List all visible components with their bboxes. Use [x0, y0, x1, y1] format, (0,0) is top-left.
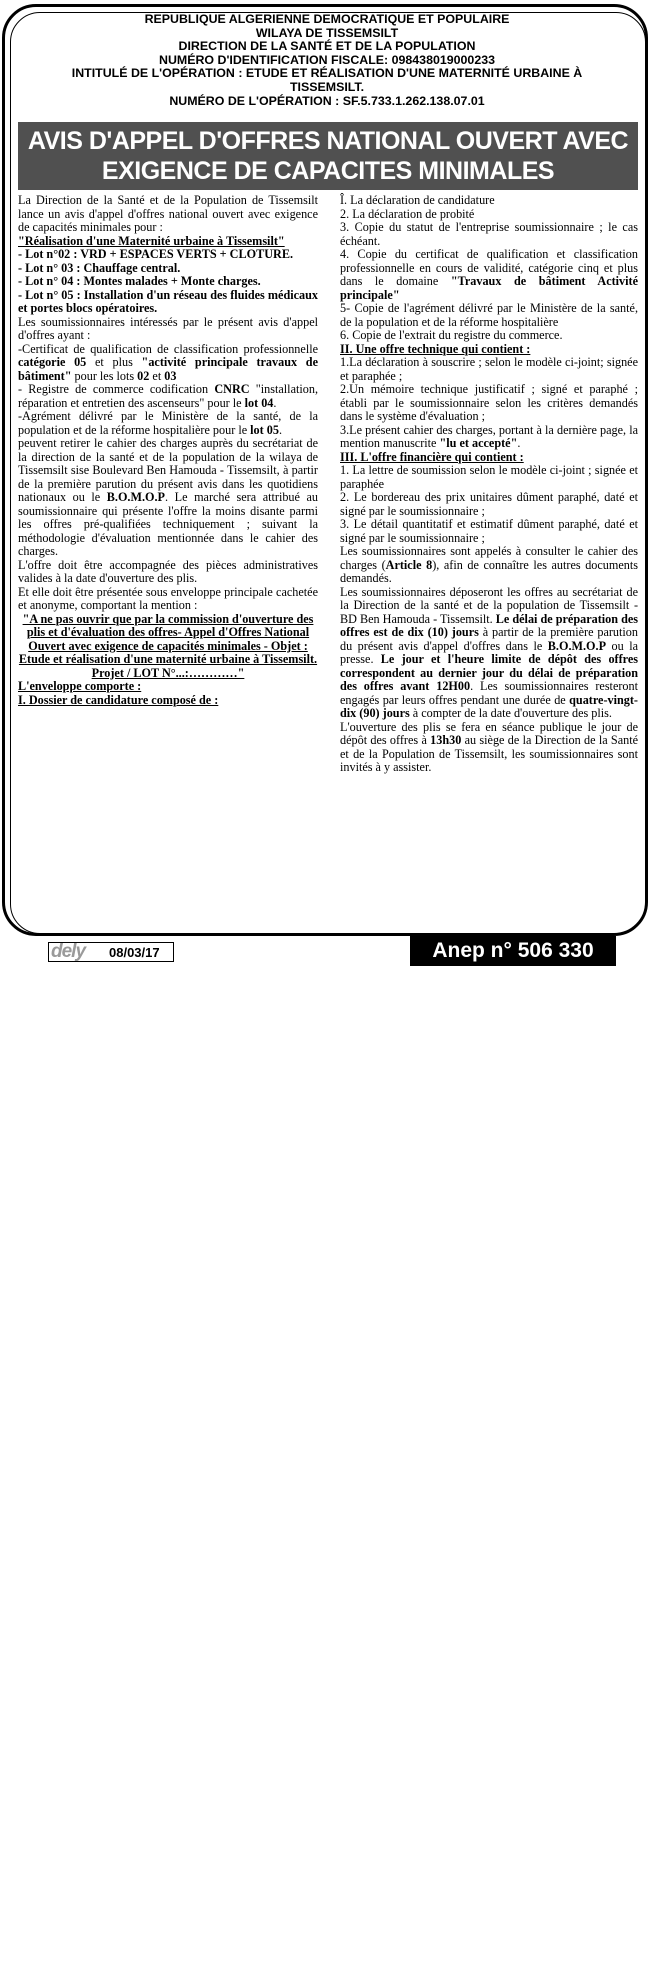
- text: lot 04: [244, 395, 274, 410]
- candidacy-file-heading: I. Dossier de candidature composé de :: [18, 692, 219, 707]
- text: L'ouverture des plis se fera en séance publique le jour de dépôt des offres à: [340, 719, 638, 747]
- text: "Travaux de bâtiment Activité principale": [340, 274, 638, 302]
- notice-title-line-1: AVIS D'APPEL D'OFFRES NATIONAL OUVERT AVEC: [27, 127, 629, 155]
- text: pour les lots: [71, 368, 138, 383]
- text: au siège de la Direction de la Santé et de la Population de Tissemsilt, les soumissionnaires sont invités à y assister.: [340, 733, 638, 774]
- header-line-direction: DIRECTION DE LA SANTÉ ET DE LA POPULATION: [178, 39, 476, 54]
- text: ou la presse.: [340, 638, 639, 666]
- publisher-logo: dely: [51, 941, 86, 962]
- documents-paragraph: L'offre doit être accompagnée des pièces administratives valides à la date d'ouverture des plis.: [18, 557, 318, 585]
- lot-05-label: - Lot n° 05 :: [18, 287, 84, 302]
- requirement-register: [18, 383, 318, 410]
- candidacy-item-4: [340, 248, 638, 302]
- financial-offer-heading: III. L'offre financière qui contient :: [340, 449, 524, 464]
- text: 03: [164, 368, 177, 383]
- financial-item-1: 1. La lettre de soumission selon le modèle ci-joint ; signée et paraphée: [340, 463, 638, 491]
- publication-date: 08/03/17: [109, 945, 160, 960]
- text: ), afin de connaître les autres documents demandés.: [340, 557, 638, 585]
- text: lot 05: [250, 422, 279, 437]
- text: à partir de la première parution du présent avis d'appel d'offres dans le: [340, 625, 638, 653]
- text: .: [273, 395, 277, 410]
- text: 3.Le présent cahier des charges, portant à la dernière page, la mention manuscrite: [340, 422, 638, 450]
- text: peuvent retirer le cahier des charges auprès du secrétariat de la direction de la santé et de la population de la wilaya de Tissemsilt sise Boulevard Ben Hamouda - Tissemsilt, à partir de la première parution du présent avis dans les quotidiens nationaux ou le: [18, 436, 318, 504]
- text: "lu et accepté": [439, 436, 518, 450]
- technical-offer-heading: II. Une offre technique qui contient :: [340, 341, 531, 356]
- tender-notice: [2, 4, 654, 964]
- text: B.O.M.O.P: [547, 638, 607, 653]
- candidacy-item-2: 2. La déclaration de probité: [340, 206, 475, 221]
- text: - Registre de commerce codification: [18, 382, 215, 396]
- text: quatre-vingt-dix (90) jours: [340, 692, 638, 720]
- text: "installation, réparation et entretien des ascenseurs" pour le: [18, 382, 318, 410]
- text: . Le marché sera attribué au soumissionnaire qui présente l'offre la moins disante parmi les offres pré-qualifiées techniquement ; suivant la méthodologie d'évaluation mentionnée dans le cahier des charges.: [18, 490, 319, 558]
- candidacy-item-1: Î. La déclaration de candidature: [340, 193, 495, 207]
- notice-title-line-2: EXIGENCE DE CAPACITES MINIMALES: [101, 157, 555, 185]
- envelope-paragraph: Et elle doit être présentée sous enveloppe principale cachetée et anonyme, comportant la mention :: [18, 584, 318, 612]
- header-line-operation-title: INTITULÉ DE L'OPÉRATION : ETUDE ET RÉALISATION D'UNE MATERNITÉ URBAINE À TISSEMSILT.: [71, 66, 583, 94]
- requirement-agrement: [18, 410, 318, 437]
- left-column: [18, 194, 318, 707]
- consult-paragraph: [340, 545, 638, 586]
- text: Les soumissionnaires sont appelés à consulter le cahier des charges (: [340, 544, 638, 572]
- candidacy-item-5: 5- Copie de l'agrément délivré par le Ministère de la santé, de la population et de la réforme hospitalière: [340, 301, 638, 329]
- candidacy-item-6: 6. Copie de l'extrait du registre du commerce.: [340, 328, 563, 342]
- intro-paragraph: La Direction de la Santé et de la Population de Tissemsilt lance un avis d'appel d'offres national ouvert avec exigence de capacités minimales pour :: [18, 193, 318, 234]
- technical-item-3: [340, 424, 638, 451]
- notice-header: [42, 13, 612, 108]
- envelope-contents-heading: L'enveloppe comporte :: [18, 679, 142, 693]
- envelope-mention: "A ne pas ouvrir que par la commission d'ouverture des plis et d'évaluation des offres- Appel d'Offres National Ouvert avec exigence de capacités minimales - Objet : Etude et réalisation d'une maternité urbaine à Tissemsilt. Projet / LOT N°...:…………": [18, 611, 318, 680]
- financial-item-3: 3. Le détail quantitatif et estimatif dûment paraphé, daté et signé par le soumissionnaire ;: [340, 517, 638, 545]
- text: Article 8: [385, 557, 433, 572]
- requirement-certificate: [18, 343, 318, 384]
- anep-reference: Anep n° 506 330: [410, 936, 616, 966]
- withdrawal-paragraph: [18, 437, 318, 559]
- text: 13h30: [430, 733, 462, 747]
- text: -Agrément délivré par le Ministère de la santé, de la population et de la réforme hospitalière pour le: [18, 409, 318, 437]
- text: "activité principale travaux de bâtiment": [18, 355, 318, 383]
- text: Le jour et l'heure limite de dépôt des offres correspondent au dernier jour du délai de préparation des offres avant 12H00: [340, 652, 638, 693]
- technical-item-1: 1.La déclaration à souscrire ; selon le modèle ci-joint; signée et paraphée ;: [340, 355, 638, 383]
- text: .: [517, 436, 521, 450]
- text: .: [278, 422, 282, 437]
- text: 4. Copie du certificat de qualification et classification professionnelle en cours de validité, catégorie cinq et plus dans le domaine: [340, 247, 638, 288]
- text: et: [149, 368, 165, 383]
- opening-paragraph: [340, 721, 638, 775]
- project-name: "Réalisation d'une Maternité urbaine à Tissemsilt": [18, 233, 285, 248]
- candidacy-item-3: 3. Copie du statut de l'entreprise soumissionnaire ; le cas échéant.: [340, 220, 638, 248]
- text: catégorie 05: [18, 355, 87, 369]
- lot-04-desc: Montes malades + Monte charges.: [83, 274, 261, 288]
- technical-item-2: 2.Un mémoire technique justificatif ; signé et paraphé ; établi par le soumissionnaire selon les critères demandés dans le système d'évaluation ;: [340, 382, 638, 423]
- notice-title: [18, 126, 638, 186]
- text: à compter de la date d'ouverture des plis.: [409, 706, 612, 720]
- lot-05-desc: Installation d'un réseau des fluides médicaux et portes blocs opératoires.: [18, 287, 318, 315]
- header-line-operation-number: NUMÉRO DE L'OPÉRATION : SF.5.733.1.262.138.07.01: [169, 93, 485, 108]
- header-line-wilaya: WILAYA DE TISSEMSILT: [255, 25, 399, 40]
- text: -Certificat de qualification de classification professionnelle: [18, 341, 318, 356]
- lot-03: - Lot n° 03 : Chauffage central.: [18, 260, 181, 275]
- financial-item-2: 2. Le bordereau des prix unitaires dûment paraphé, daté et signé par le soumissionnaire ;: [340, 490, 638, 518]
- header-line-republic: REPUBLIQUE ALGERIENNE DEMOCRATIQUE ET POPULAIRE: [144, 12, 510, 26]
- lot-04: [18, 275, 318, 289]
- eligibility-intro: Les soumissionnaires intéressés par le présent avis d'appel d'offres ayant :: [18, 314, 318, 342]
- text: . Les soumissionnaires resteront engagés par leurs offres pendant une durée de: [340, 679, 638, 707]
- lot-05: [18, 289, 318, 316]
- text: 02: [137, 368, 150, 383]
- lot-04-label: - Lot n° 04 :: [18, 274, 84, 288]
- text: Le délai de préparation des offres est de dix (10) jours: [340, 611, 638, 639]
- notice-title-banner: [18, 122, 638, 190]
- publication-date-box: [48, 942, 174, 962]
- text: Les soumissionnaires déposeront les offres au secrétariat de la Direction de la santé et de la population de Tissemsilt - BD Ben Hamouda - Tissemsilt.: [340, 584, 638, 626]
- right-column: [340, 194, 638, 775]
- lot-02: - Lot n°02 : VRD + ESPACES VERTS + CLOTURE.: [18, 247, 293, 261]
- header-line-nif: NUMÉRO D'IDENTIFICATION FISCALE: 098438019000233: [159, 52, 495, 67]
- text: B.O.M.O.P: [106, 490, 166, 504]
- deposit-paragraph: [340, 586, 638, 721]
- text: CNRC: [214, 382, 250, 396]
- text: et plus: [86, 355, 142, 369]
